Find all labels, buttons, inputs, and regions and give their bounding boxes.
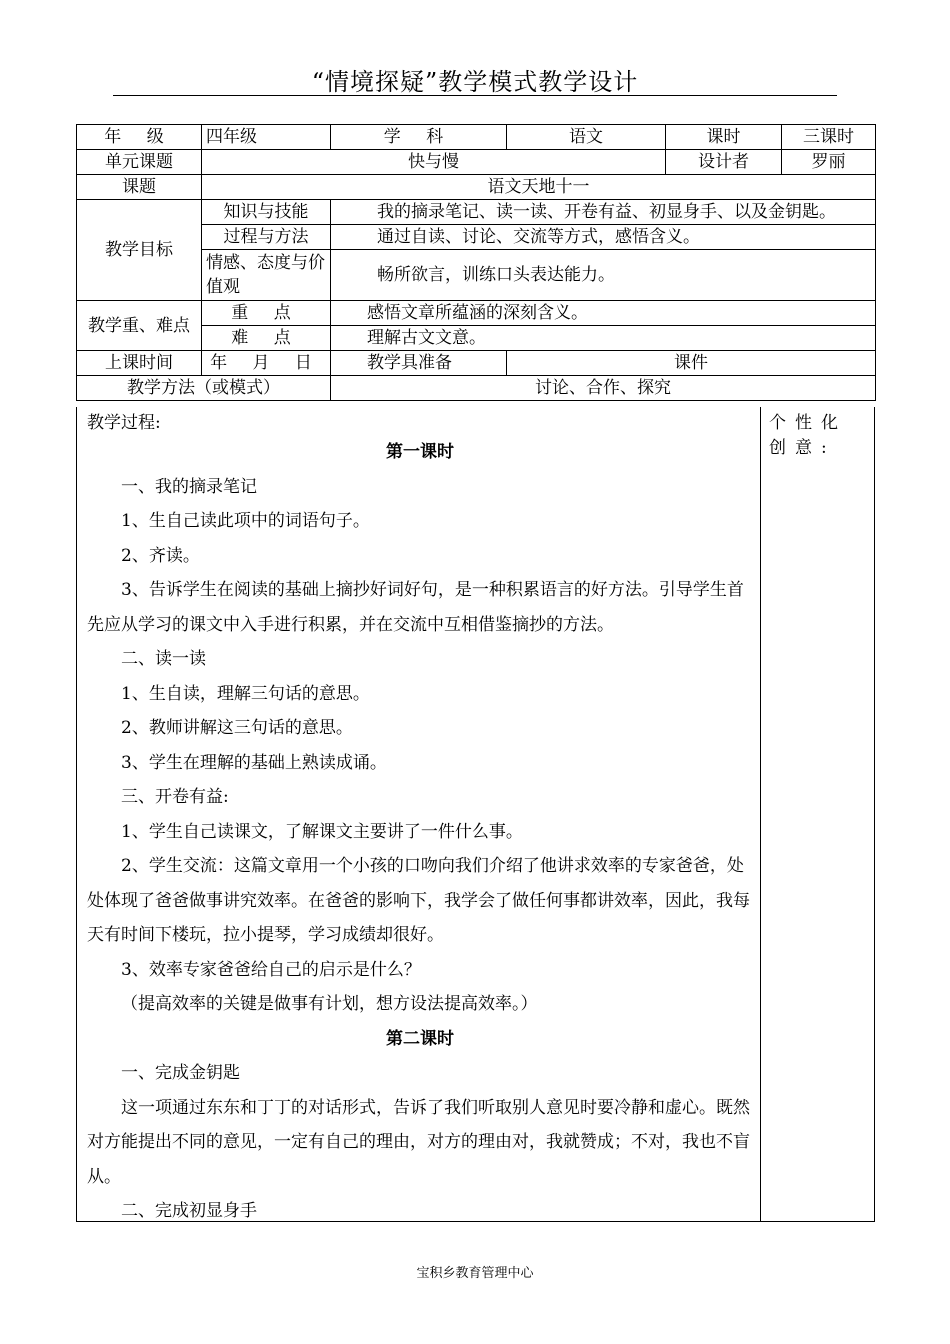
unit-value: 快与慢 (202, 150, 666, 175)
goal-row-1 (77, 200, 876, 225)
tools-label: 教学具准备 (331, 351, 507, 376)
time-value: 年 月 日 (202, 351, 331, 376)
designer-label: 设计者 (666, 150, 782, 175)
difficult-label: 难 点 (202, 326, 331, 351)
grade-label: 年 级 (77, 125, 202, 150)
time-label: 上课时间 (77, 351, 202, 376)
topic-row (77, 175, 876, 200)
process-heading: 教学过程: (87, 413, 161, 433)
unit-label: 单元课题 (77, 150, 202, 175)
title-underline (113, 95, 837, 96)
column-divider (760, 407, 761, 1221)
process-paragraph: 这一项通过东东和丁丁的对话形式，告诉了我们听取别人意见时要冷静和虚心。既然对方能提出不同的意见，一定有自己的理由，对方的理由对，我就赞成；不对，我也不盲从。 (87, 1097, 750, 1187)
designer-value: 罗丽 (782, 150, 876, 175)
process-paragraph: 2、教师讲解这三句话的意思。 (121, 718, 353, 738)
method-label: 教学方法（或模式） (77, 376, 331, 401)
process-paragraph: 三、开卷有益: (121, 787, 229, 807)
key-row (77, 301, 876, 326)
subject-label: 学 科 (331, 125, 507, 150)
lesson-period-heading: 第一课时 (386, 442, 454, 462)
keypoints-label: 教学重、难点 (77, 301, 202, 351)
goal1-label: 知识与技能 (202, 200, 331, 225)
process-paragraph: 1、生自己读此项中的词语句子。 (121, 511, 370, 531)
goals-label: 教学目标 (77, 200, 202, 301)
key-value: 感悟文章所蕴涵的深刻含义。 (331, 301, 876, 326)
process-paragraph: 一、完成金钥匙 (121, 1063, 240, 1083)
lesson-period-heading: 第二课时 (386, 1028, 454, 1049)
process-paragraph: （提高效率的关键是做事有计划，想方设法提高效率。） (121, 994, 538, 1014)
tools-value: 课件 (507, 351, 876, 376)
teaching-process-box (76, 407, 875, 1222)
goal3-label: 情感、态度与价值观 (202, 250, 331, 301)
process-paragraph: 二、读一读 (121, 649, 206, 669)
process-lines (87, 435, 753, 1229)
method-row (77, 376, 876, 401)
grade-value: 四年级 (202, 125, 331, 150)
process-paragraph: 2、齐读。 (121, 545, 200, 566)
method-value: 讨论、合作、探究 (331, 376, 876, 401)
hours-label: 课时 (666, 125, 782, 150)
topic-label: 课题 (77, 175, 202, 200)
goal2-value: 通过自读、讨论、交流等方式，感悟含义。 (331, 225, 876, 250)
personal-notes-heading: 个性化创意: (769, 413, 847, 458)
goal1-value: 我的摘录笔记、读一读、开卷有益、初显身手、以及金钥匙。 (331, 200, 876, 225)
goal3-value: 畅所欲言，训练口头表达能力。 (331, 250, 876, 301)
process-paragraph: 3、告诉学生在阅读的基础上摘抄好词好句，是一种积累语言的好方法。引导学生首先应从学习的课文中入手进行积累，并在交流中互相借鉴摘抄的方法。 (87, 580, 744, 635)
lesson-info-table (76, 124, 876, 401)
document-title: “情境探疑”教学模式教学设计 (311, 68, 639, 96)
process-paragraph: 2、学生交流：这篇文章用一个小孩的口吻向我们介绍了他讲求效率的专家爸爸，处处体现了爸爸做事讲究效率。在爸爸的影响下，我学会了做任何事都讲效率，因此，我每天有时间下楼玩，拉小提琴，学习成绩却很好。 (87, 856, 750, 945)
page-footer: 宝积乡教育管理中心 (416, 1266, 534, 1281)
process-paragraph: 1、生自读，理解三句话的意思。 (121, 683, 370, 704)
process-paragraph: 3、学生在理解的基础上熟读成诵。 (121, 752, 387, 773)
goal2-label: 过程与方法 (202, 225, 331, 250)
difficult-value: 理解古文文意。 (331, 326, 876, 351)
process-paragraph: 二、完成初显身手 (121, 1201, 257, 1221)
time-row (77, 351, 876, 376)
subject-value: 语文 (507, 125, 666, 150)
grade-row (77, 125, 876, 150)
unit-row (77, 150, 876, 175)
hours-value: 三课时 (782, 125, 876, 150)
teaching-process-content (87, 411, 753, 1229)
process-paragraph: 1、学生自己读课文，了解课文主要讲了一件什么事。 (121, 821, 523, 842)
key-label: 重 点 (202, 301, 331, 326)
topic-value: 语文天地十一 (202, 175, 876, 200)
process-paragraph: 一、我的摘录笔记 (121, 476, 257, 497)
process-paragraph: 3、效率专家爸爸给自己的启示是什么？ (121, 959, 421, 980)
